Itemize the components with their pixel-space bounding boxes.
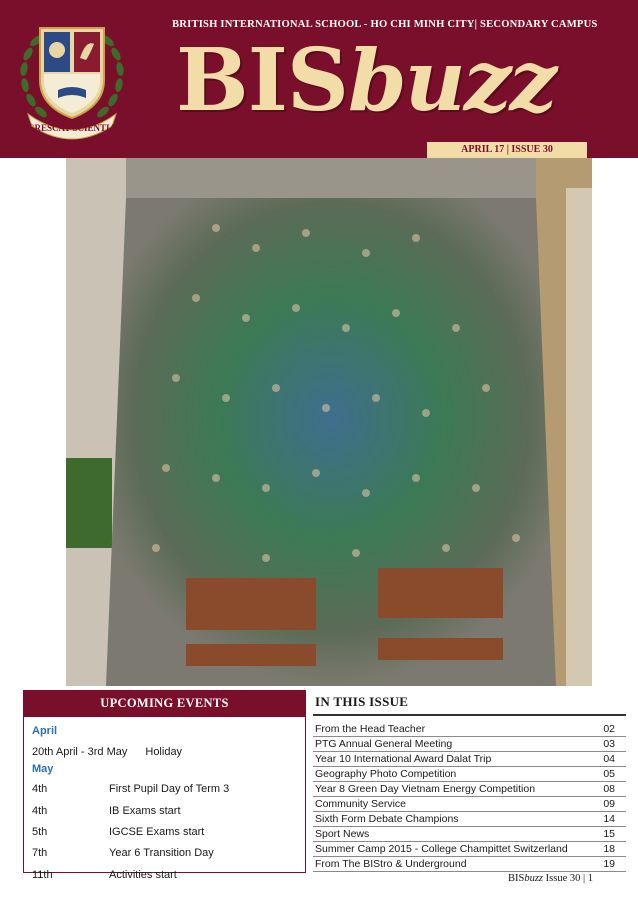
event-row (32, 746, 182, 758)
toc-item (315, 798, 615, 812)
crest-motto: CRESCAT SCIENTIA (28, 123, 116, 133)
event-date: 4th (32, 783, 48, 795)
toc-title: Summer Camp 2015 - College Champittet Switzerland (315, 843, 568, 855)
toc-divider (313, 871, 626, 872)
footer-issue-page: Issue 30 | 1 (543, 873, 593, 884)
upcoming-events-heading: UPCOMING EVENTS (23, 690, 306, 717)
toc-item (315, 783, 615, 797)
toc-title: Year 10 International Award Dalat Trip (315, 753, 492, 765)
toc-divider (313, 796, 626, 797)
toc-divider (313, 856, 626, 857)
event-date: 7th (32, 847, 48, 859)
toc-item (315, 723, 615, 737)
toc-divider (313, 766, 626, 767)
toc-title: Sport News (315, 828, 370, 840)
in-this-issue-heading: IN THIS ISSUE (315, 694, 409, 709)
toc-title: Geography Photo Competition (315, 768, 457, 780)
toc-divider (313, 736, 626, 737)
event-date: 4th (32, 805, 48, 817)
upcoming-events-list (23, 717, 306, 881)
toc-item (315, 738, 615, 752)
toc-divider (313, 781, 626, 782)
toc-divider (313, 841, 626, 842)
school-crest-logo (14, 14, 130, 142)
toc-page: 14 (603, 813, 615, 825)
footer-buzz: buzz (524, 873, 544, 884)
toc-page: 03 (603, 738, 615, 750)
toc-divider (313, 826, 626, 827)
event-text: IB Exams start (109, 805, 181, 817)
issue-label: APRIL 17 | ISSUE 30 (427, 142, 587, 158)
event-row (32, 869, 177, 881)
cover-photo (66, 158, 592, 686)
event-text: Year 6 Transition Day (109, 847, 214, 859)
toc-title: From The BIStro & Underground (315, 858, 467, 870)
toc-item (315, 813, 615, 827)
event-row (32, 826, 204, 838)
toc-divider (313, 811, 626, 812)
heading-rule (313, 714, 626, 716)
event-text: First Pupil Day of Term 3 (109, 783, 230, 795)
event-text: Activities start (109, 869, 177, 881)
event-text: IGCSE Exams start (109, 826, 205, 838)
toc-item (315, 828, 615, 842)
toc-title: PTG Annual General Meeting (315, 738, 453, 750)
toc-item (315, 768, 615, 782)
students-group-photo (66, 158, 592, 686)
event-row (32, 805, 181, 817)
toc-divider (313, 751, 626, 752)
toc-item (315, 843, 615, 857)
toc-page: 18 (603, 843, 615, 855)
toc-title: Community Service (315, 798, 407, 810)
footer-bis: BIS (508, 873, 525, 884)
school-name: BRITISH INTERNATIONAL SCHOOL - HO CHI MINH CITY| SECONDARY CAMPUS (172, 19, 598, 30)
toc-page: 02 (603, 723, 615, 735)
title-bis: BIS (176, 30, 349, 131)
event-text: Holiday (145, 746, 183, 758)
toc-item (315, 858, 615, 872)
newsletter-title (176, 26, 555, 136)
toc-page: 04 (603, 753, 615, 765)
event-date: 20th April - 3rd May (32, 746, 128, 758)
toc-page: 19 (603, 858, 615, 870)
title-buzz: buzz (348, 31, 556, 130)
event-row (32, 847, 214, 859)
event-month-april: April (32, 725, 58, 737)
toc-item (315, 753, 615, 767)
toc-title: Sixth Form Debate Champions (315, 813, 459, 825)
toc-page: 09 (603, 798, 615, 810)
event-date: 11th (32, 869, 53, 881)
toc-title: Year 8 Green Day Vietnam Energy Competition (315, 783, 536, 795)
toc-page: 15 (603, 828, 615, 840)
event-row (32, 783, 229, 795)
event-date: 5th (32, 826, 48, 838)
masthead (0, 0, 638, 158)
toc-page: 08 (603, 783, 615, 795)
page-footer (508, 873, 593, 884)
toc-page: 05 (603, 768, 615, 780)
toc-title: From the Head Teacher (315, 723, 426, 735)
event-month-may: May (32, 763, 54, 775)
